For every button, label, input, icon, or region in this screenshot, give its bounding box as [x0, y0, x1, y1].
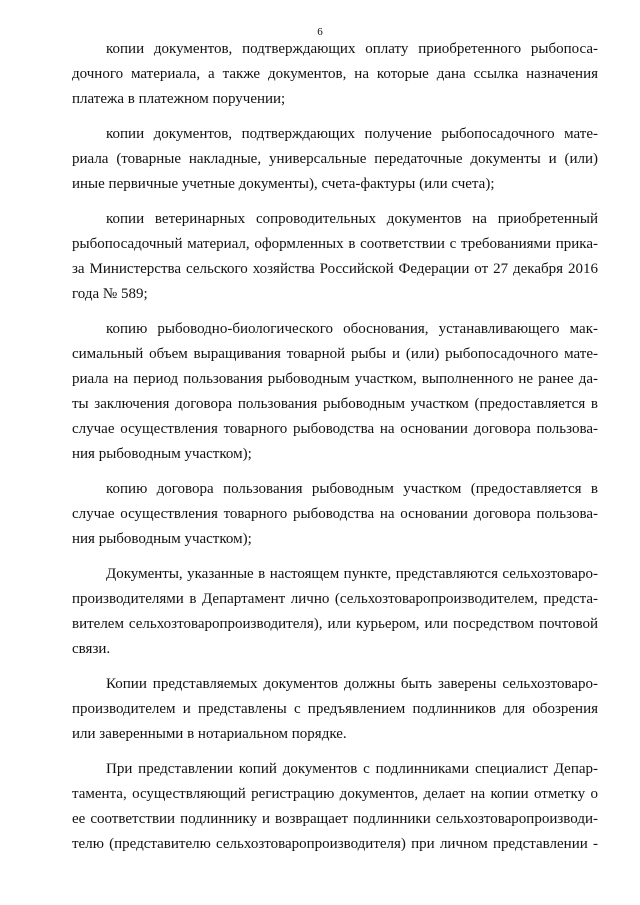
text-line: тамента, осуществляющий регистрацию документов, делает на копии отметку о — [72, 786, 598, 802]
text-line: симальный объем выращивания товарной рыбы и (или) рыбопосадочного мате- — [72, 346, 598, 362]
paragraph — [72, 122, 598, 197]
text-line: года № 589; — [72, 286, 148, 302]
paragraph — [72, 757, 598, 857]
text-line: При представлении копий документов с подлинниками специалист Депар- — [106, 761, 598, 777]
text-line: Копии представляемых документов должны быть заверены сельхозтоваро- — [106, 676, 598, 692]
text-line: копию рыбоводно-биологического обоснования, устанавливающего мак- — [106, 321, 598, 337]
text-line: копии документов, подтверждающих получение рыбопосадочного мате- — [106, 126, 598, 142]
text-line: дочного материала, а также документов, на которые дана ссылка назначения — [72, 66, 598, 82]
text-line: вителем сельхозтоваропроизводителя), или курьером, или посредством почтовой — [72, 616, 598, 632]
paragraph — [72, 317, 598, 467]
text-line: случае осуществления товарного рыбоводства на основании договора пользова- — [72, 421, 598, 437]
text-line: ты заключения договора пользования рыбоводным участком (предоставляется в — [72, 396, 598, 412]
text-line: иные первичные учетные документы), счета-фактуры (или счета); — [72, 176, 495, 192]
text-line: копии документов, подтверждающих оплату приобретенного рыбопоса- — [106, 41, 598, 57]
paragraph — [72, 477, 598, 552]
text-line: копию договора пользования рыбоводным участком (предоставляется в — [106, 481, 598, 497]
text-line: связи. — [72, 641, 111, 657]
text-line: или заверенными в нотариальном порядке. — [72, 726, 347, 742]
text-line: случае осуществления товарного рыбоводства на основании договора пользова- — [72, 506, 598, 522]
text-line: за Министерства сельского хозяйства Российской Федерации от 27 декабря 2016 — [72, 261, 598, 277]
text-line: ния рыбоводным участком); — [72, 446, 252, 462]
text-line: производителем и представлены с предъявлением подлинников для обозрения — [72, 701, 598, 717]
paragraph — [72, 37, 598, 112]
text-line: телю (представителю сельхозтоваропроизводителя) при личном представлении - — [72, 836, 598, 852]
text-line: ния рыбоводным участком); — [72, 531, 252, 547]
page-number: 6 — [317, 26, 323, 38]
text-line: копии ветеринарных сопроводительных документов на приобретенный — [106, 211, 598, 227]
text-line: ее соответствии подлиннику и возвращает подлинники сельхозтоваропроизводи- — [72, 811, 598, 827]
paragraph — [72, 672, 598, 747]
paragraph — [72, 207, 598, 307]
text-line: риала (товарные накладные, универсальные передаточные документы и (или) — [72, 151, 598, 167]
document-body — [72, 37, 598, 857]
text-line: Документы, указанные в настоящем пункте, представляются сельхозтоваро- — [106, 566, 598, 582]
paragraph — [72, 562, 598, 662]
text-line: рыбопосадочный материал, оформленных в соответствии с требованиями прика- — [72, 236, 598, 252]
text-line: производителями в Департамент лично (сельхозтоваропроизводителем, предста- — [72, 591, 598, 607]
text-line: риала на период пользования рыбоводным участком, выполненного не ранее да- — [72, 371, 598, 387]
text-line: платежа в платежном поручении; — [72, 91, 286, 107]
